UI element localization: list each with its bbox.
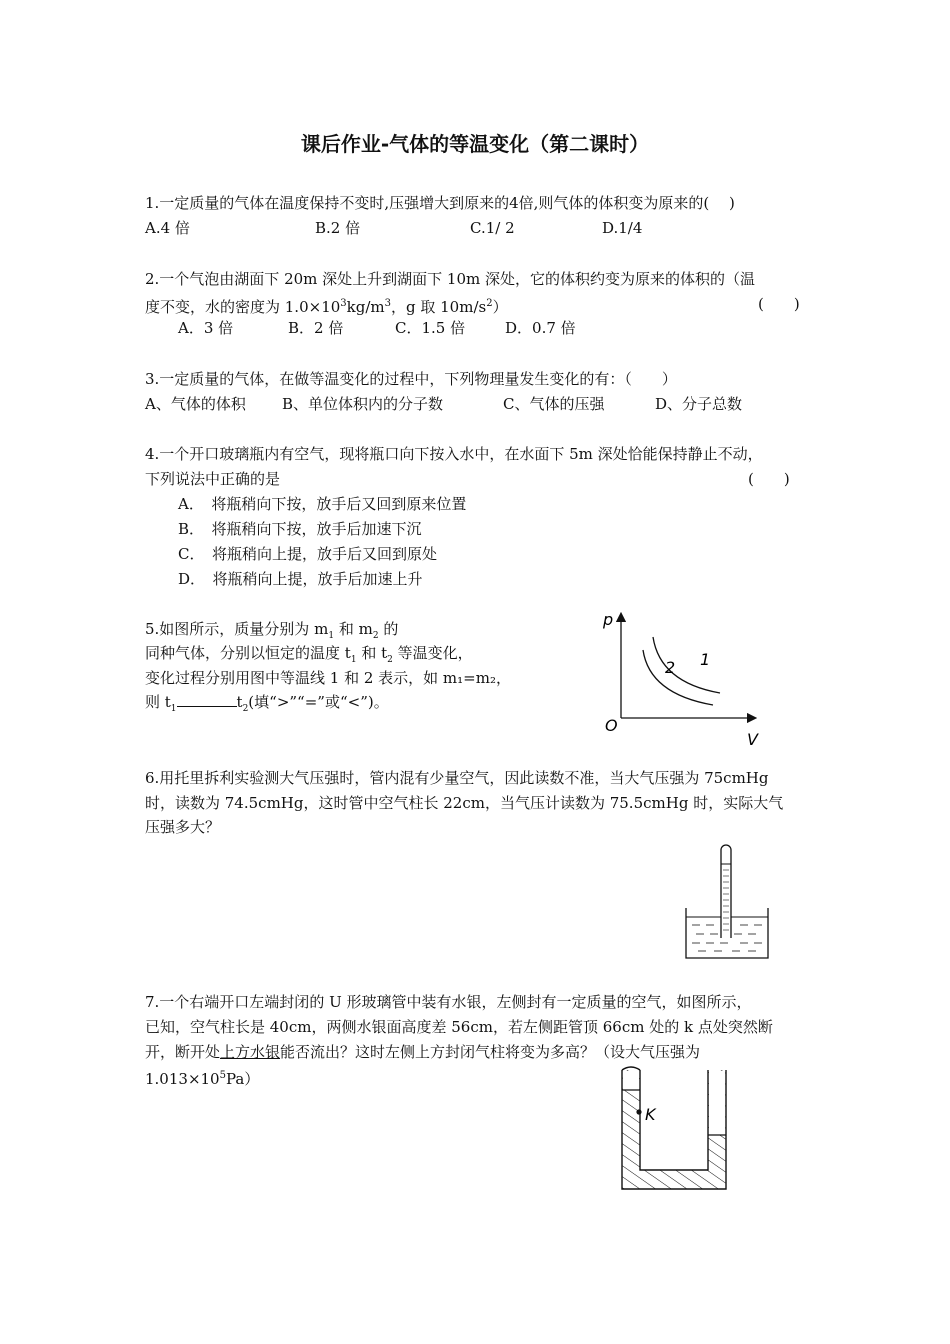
q4-line2: 下列说法中正确的是 [145,470,281,488]
torricelli-apparatus [682,840,772,962]
q4-option-b: B． 将瓶稍向下按，放手后加速下沉 [178,520,422,538]
q1-stem: 1.一定质量的气体在温度保持不变时,压强增大到原来的4倍,则气体的体积变为原来的( ) [145,194,735,212]
k-point [636,1109,641,1114]
q5-line1: 5.如图所示，质量分别为 $m_1$ 和 $m_2$ 的 [145,620,399,641]
left-air-column [623,1071,639,1090]
q2-answer-paren: ( ) [758,295,800,313]
q4-answer-paren: ( ) [748,470,790,488]
pv-isotherm-graph [595,605,765,750]
q1-option-c: C.1/ 2 [470,219,515,237]
q2-option-d: D．0.7 倍 [505,319,576,337]
q2-option-c: C．1.5 倍 [395,319,466,337]
q1-option-d: D.1/4 [602,219,643,237]
q5-answer-blank[interactable] [177,692,237,707]
q5-line2: 同种气体，分别以恒定的温度 $t_1$ 和 $t_2$ 等温变化， [145,644,473,665]
v-axis-label: V [747,730,758,749]
u-tube-diagram [615,1062,735,1194]
q7-line3: 开，断开处上方水银能否流出？这时左侧上方封闭气柱将变为多高？（设大气压强为 [145,1043,701,1061]
q3-option-a: A、气体的体积 [145,395,246,413]
q3-option-b: B、单位体积内的分子数 [282,395,444,413]
q1-option-b: B.2 倍 [315,219,361,237]
q6-line2: 时，读数为 74.5cmHg，这时管中空气柱长 22cm，当气压计读数为 75.5cmHg 时，实际大气 [145,794,784,812]
q1-option-a: A.4 倍 [145,219,190,237]
q2-line1: 2.一个气泡由湖面下 20m 深处上升到湖面下 10m 深处，它的体积约变为原来的体积的（温 [145,270,756,288]
q4-line1: 4.一个开口玻璃瓶内有空气，现将瓶口向下按入水中，在水面下 5m 深处恰能保持静止不动， [145,445,763,463]
q6-line3: 压强多大？ [145,818,221,836]
q2-option-a: A．3 倍 [178,319,234,337]
q4-option-a: A． 将瓶稍向下按，放手后又回到原来位置 [178,495,467,513]
q5-line4: 则 $t_1$ $t_2$(填“>”“=”或“<”)。 [145,693,389,714]
origin-label: O [605,716,618,735]
q2-line2: 度不变，水的密度为 $1.0\times 10^3kg/m^3$，g 取 $10m/s^2$） [145,298,508,316]
page-title: 课后作业-气体的等温变化（第二课时） [300,132,650,156]
q5-line3: 变化过程分别用图中等温线 1 和 2 表示，如 m₁=m₂， [145,669,511,687]
curve-1-label: 1 [700,650,711,669]
q2-option-b: B．2 倍 [288,319,344,337]
q4-option-d: D． 将瓶稍向上提，放手后加速上升 [178,570,423,588]
q7-line4: $1.013\times 10^5Pa$） [145,1070,260,1088]
q4-option-c: C． 将瓶稍向上提，放手后又回到原处 [178,545,437,563]
q3-stem: 3.一定质量的气体，在做等温变化的过程中，下列物理量发生变化的有：（ ） [145,370,677,388]
q7-line1: 7.一个右端开口左端封闭的 U 形玻璃管中装有水银，左侧封有一定质量的空气，如图所示， [145,993,752,1011]
p-axis-label: p [603,610,614,629]
k-label: K [645,1105,656,1124]
right-open-column [709,1071,725,1135]
q7-line2: 已知，空气柱长是 40cm，两侧水银面高度差 56cm，若左侧距管顶 66cm 处的 k 点处突然断 [145,1018,773,1036]
q3-option-c: C、气体的压强 [503,395,605,413]
curve-2-label: 2 [665,658,676,677]
q3-option-d: D、分子总数 [655,395,743,413]
q6-line1: 6.用托里拆利实验测大气压强时，管内混有少量空气，因此读数不准，当大气压强为 75cmHg [145,769,769,787]
